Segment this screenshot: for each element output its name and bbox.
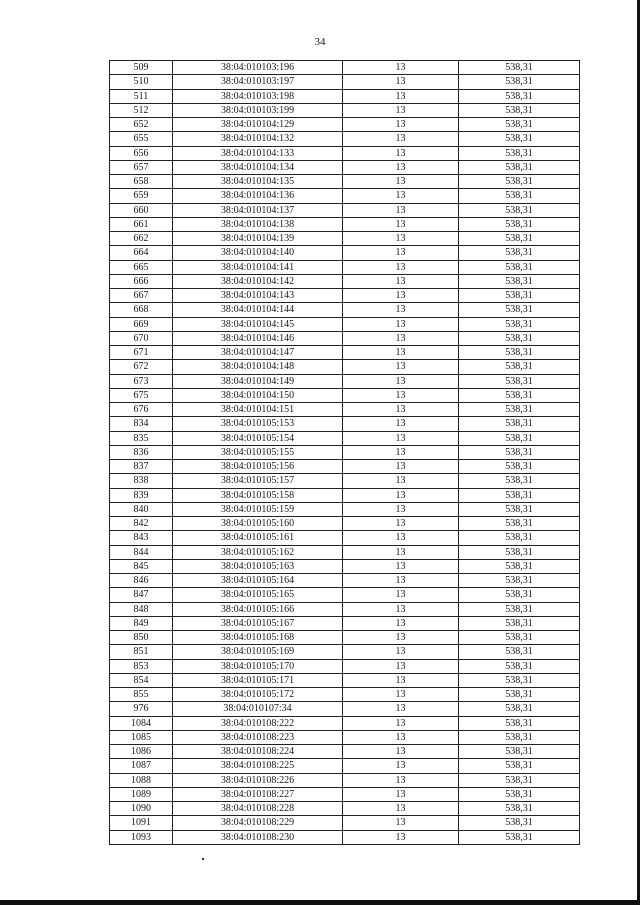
row-number-cell: 662 [110, 232, 173, 246]
table-row [110, 103, 580, 117]
cadastral-number-cell: 38:04:010108:225 [173, 759, 343, 773]
count-cell: 13 [343, 417, 459, 431]
count-cell: 13 [343, 460, 459, 474]
amount-cell: 538,31 [459, 559, 580, 573]
cadastral-number-cell: 38:04:010105:164 [173, 574, 343, 588]
count-cell: 13 [343, 517, 459, 531]
cadastral-number-cell: 38:04:010104:151 [173, 403, 343, 417]
count-cell: 13 [343, 289, 459, 303]
count-cell: 13 [343, 616, 459, 630]
row-number-cell: 1085 [110, 730, 173, 744]
row-number-cell: 664 [110, 246, 173, 260]
amount-cell: 538,31 [459, 203, 580, 217]
amount-cell: 538,31 [459, 787, 580, 801]
row-number-cell: 843 [110, 531, 173, 545]
row-number-cell: 660 [110, 203, 173, 217]
row-number-cell: 511 [110, 89, 173, 103]
row-number-cell: 512 [110, 103, 173, 117]
count-cell: 13 [343, 403, 459, 417]
row-number-cell: 850 [110, 631, 173, 645]
cadastral-number-cell: 38:04:010108:223 [173, 730, 343, 744]
table-row [110, 545, 580, 559]
count-cell: 13 [343, 160, 459, 174]
amount-cell: 538,31 [459, 303, 580, 317]
cadastral-number-cell: 38:04:010108:227 [173, 787, 343, 801]
amount-cell: 538,31 [459, 531, 580, 545]
amount-cell: 538,31 [459, 232, 580, 246]
amount-cell: 538,31 [459, 75, 580, 89]
row-number-cell: 509 [110, 61, 173, 75]
registry-table-body [110, 61, 580, 845]
row-number-cell: 652 [110, 118, 173, 132]
cadastral-number-cell: 38:04:010105:157 [173, 474, 343, 488]
amount-cell: 538,31 [459, 702, 580, 716]
count-cell: 13 [343, 331, 459, 345]
count-cell: 13 [343, 217, 459, 231]
row-number-cell: 1090 [110, 802, 173, 816]
table-row [110, 602, 580, 616]
amount-cell: 538,31 [459, 517, 580, 531]
row-number-cell: 510 [110, 75, 173, 89]
table-row [110, 203, 580, 217]
row-number-cell: 656 [110, 146, 173, 160]
table-row [110, 274, 580, 288]
row-number-cell: 976 [110, 702, 173, 716]
amount-cell: 538,31 [459, 132, 580, 146]
count-cell: 13 [343, 317, 459, 331]
cadastral-number-cell: 38:04:010105:171 [173, 673, 343, 687]
table-row [110, 374, 580, 388]
amount-cell: 538,31 [459, 374, 580, 388]
amount-cell: 538,31 [459, 331, 580, 345]
cadastral-number-cell: 38:04:010104:145 [173, 317, 343, 331]
row-number-cell: 844 [110, 545, 173, 559]
table-row [110, 189, 580, 203]
registry-table [109, 60, 580, 845]
row-number-cell: 667 [110, 289, 173, 303]
row-number-cell: 1084 [110, 716, 173, 730]
row-number-cell: 834 [110, 417, 173, 431]
amount-cell: 538,31 [459, 246, 580, 260]
row-number-cell: 675 [110, 388, 173, 402]
scan-bottom-edge [0, 900, 640, 905]
row-number-cell: 1089 [110, 787, 173, 801]
cadastral-number-cell: 38:04:010103:199 [173, 103, 343, 117]
cadastral-number-cell: 38:04:010104:136 [173, 189, 343, 203]
table-row [110, 631, 580, 645]
amount-cell: 538,31 [459, 260, 580, 274]
cadastral-number-cell: 38:04:010104:141 [173, 260, 343, 274]
cadastral-number-cell: 38:04:010105:159 [173, 502, 343, 516]
cadastral-number-cell: 38:04:010105:161 [173, 531, 343, 545]
count-cell: 13 [343, 673, 459, 687]
cadastral-number-cell: 38:04:010108:226 [173, 773, 343, 787]
amount-cell: 538,31 [459, 574, 580, 588]
count-cell: 13 [343, 559, 459, 573]
table-row [110, 388, 580, 402]
row-number-cell: 661 [110, 217, 173, 231]
amount-cell: 538,31 [459, 474, 580, 488]
row-number-cell: 845 [110, 559, 173, 573]
count-cell: 13 [343, 574, 459, 588]
cadastral-number-cell: 38:04:010107:34 [173, 702, 343, 716]
count-cell: 13 [343, 659, 459, 673]
table-row [110, 175, 580, 189]
cadastral-number-cell: 38:04:010104:147 [173, 346, 343, 360]
count-cell: 13 [343, 89, 459, 103]
count-cell: 13 [343, 759, 459, 773]
table-row [110, 816, 580, 830]
amount-cell: 538,31 [459, 118, 580, 132]
count-cell: 13 [343, 474, 459, 488]
cadastral-number-cell: 38:04:010104:148 [173, 360, 343, 374]
table-row [110, 445, 580, 459]
table-row [110, 346, 580, 360]
cadastral-number-cell: 38:04:010104:129 [173, 118, 343, 132]
count-cell: 13 [343, 374, 459, 388]
table-row [110, 132, 580, 146]
amount-cell: 538,31 [459, 388, 580, 402]
row-number-cell: 670 [110, 331, 173, 345]
row-number-cell: 658 [110, 175, 173, 189]
row-number-cell: 665 [110, 260, 173, 274]
cadastral-number-cell: 38:04:010105:163 [173, 559, 343, 573]
scan-speck [202, 858, 204, 860]
row-number-cell: 672 [110, 360, 173, 374]
count-cell: 13 [343, 645, 459, 659]
count-cell: 13 [343, 388, 459, 402]
amount-cell: 538,31 [459, 289, 580, 303]
amount-cell: 538,31 [459, 802, 580, 816]
count-cell: 13 [343, 773, 459, 787]
row-number-cell: 1086 [110, 745, 173, 759]
count-cell: 13 [343, 246, 459, 260]
amount-cell: 538,31 [459, 103, 580, 117]
count-cell: 13 [343, 118, 459, 132]
table-row [110, 730, 580, 744]
count-cell: 13 [343, 346, 459, 360]
cadastral-number-cell: 38:04:010104:135 [173, 175, 343, 189]
table-row [110, 317, 580, 331]
table-row [110, 217, 580, 231]
amount-cell: 538,31 [459, 688, 580, 702]
row-number-cell: 657 [110, 160, 173, 174]
row-number-cell: 655 [110, 132, 173, 146]
cadastral-number-cell: 38:04:010104:140 [173, 246, 343, 260]
count-cell: 13 [343, 502, 459, 516]
cadastral-number-cell: 38:04:010104:146 [173, 331, 343, 345]
cadastral-number-cell: 38:04:010104:144 [173, 303, 343, 317]
table-row [110, 474, 580, 488]
cadastral-number-cell: 38:04:010104:137 [173, 203, 343, 217]
cadastral-number-cell: 38:04:010104:143 [173, 289, 343, 303]
row-number-cell: 676 [110, 403, 173, 417]
amount-cell: 538,31 [459, 616, 580, 630]
amount-cell: 538,31 [459, 146, 580, 160]
amount-cell: 538,31 [459, 417, 580, 431]
row-number-cell: 854 [110, 673, 173, 687]
row-number-cell: 835 [110, 431, 173, 445]
row-number-cell: 855 [110, 688, 173, 702]
table-row [110, 61, 580, 75]
amount-cell: 538,31 [459, 588, 580, 602]
table-row [110, 802, 580, 816]
amount-cell: 538,31 [459, 488, 580, 502]
cadastral-number-cell: 38:04:010103:196 [173, 61, 343, 75]
table-row [110, 531, 580, 545]
count-cell: 13 [343, 61, 459, 75]
table-row [110, 645, 580, 659]
count-cell: 13 [343, 445, 459, 459]
count-cell: 13 [343, 360, 459, 374]
cadastral-number-cell: 38:04:010108:222 [173, 716, 343, 730]
table-row [110, 759, 580, 773]
table-row [110, 588, 580, 602]
cadastral-number-cell: 38:04:010108:228 [173, 802, 343, 816]
count-cell: 13 [343, 702, 459, 716]
page-number: 34 [314, 36, 326, 48]
count-cell: 13 [343, 488, 459, 502]
cadastral-number-cell: 38:04:010104:150 [173, 388, 343, 402]
table-row [110, 787, 580, 801]
amount-cell: 538,31 [459, 745, 580, 759]
amount-cell: 538,31 [459, 502, 580, 516]
row-number-cell: 838 [110, 474, 173, 488]
cadastral-number-cell: 38:04:010105:168 [173, 631, 343, 645]
cadastral-number-cell: 38:04:010105:167 [173, 616, 343, 630]
row-number-cell: 837 [110, 460, 173, 474]
cadastral-number-cell: 38:04:010105:166 [173, 602, 343, 616]
cadastral-number-cell: 38:04:010104:138 [173, 217, 343, 231]
row-number-cell: 851 [110, 645, 173, 659]
count-cell: 13 [343, 716, 459, 730]
row-number-cell: 842 [110, 517, 173, 531]
row-number-cell: 846 [110, 574, 173, 588]
table-row [110, 830, 580, 844]
amount-cell: 538,31 [459, 673, 580, 687]
row-number-cell: 848 [110, 602, 173, 616]
table-row [110, 574, 580, 588]
table-row [110, 75, 580, 89]
cadastral-number-cell: 38:04:010105:170 [173, 659, 343, 673]
amount-cell: 538,31 [459, 189, 580, 203]
cadastral-number-cell: 38:04:010104:132 [173, 132, 343, 146]
cadastral-number-cell: 38:04:010105:158 [173, 488, 343, 502]
amount-cell: 538,31 [459, 274, 580, 288]
amount-cell: 538,31 [459, 403, 580, 417]
amount-cell: 538,31 [459, 217, 580, 231]
table-row [110, 403, 580, 417]
table-row [110, 673, 580, 687]
cadastral-number-cell: 38:04:010104:133 [173, 146, 343, 160]
row-number-cell: 853 [110, 659, 173, 673]
cadastral-number-cell: 38:04:010105:172 [173, 688, 343, 702]
count-cell: 13 [343, 830, 459, 844]
table-row [110, 659, 580, 673]
amount-cell: 538,31 [459, 659, 580, 673]
amount-cell: 538,31 [459, 160, 580, 174]
count-cell: 13 [343, 745, 459, 759]
amount-cell: 538,31 [459, 816, 580, 830]
row-number-cell: 669 [110, 317, 173, 331]
row-number-cell: 1087 [110, 759, 173, 773]
row-number-cell: 849 [110, 616, 173, 630]
amount-cell: 538,31 [459, 175, 580, 189]
table-row [110, 146, 580, 160]
cadastral-number-cell: 38:04:010104:142 [173, 274, 343, 288]
row-number-cell: 1093 [110, 830, 173, 844]
count-cell: 13 [343, 274, 459, 288]
count-cell: 13 [343, 588, 459, 602]
amount-cell: 538,31 [459, 830, 580, 844]
amount-cell: 538,31 [459, 759, 580, 773]
table-row [110, 460, 580, 474]
amount-cell: 538,31 [459, 631, 580, 645]
row-number-cell: 1091 [110, 816, 173, 830]
table-row [110, 360, 580, 374]
row-number-cell: 840 [110, 502, 173, 516]
amount-cell: 538,31 [459, 346, 580, 360]
table-row [110, 289, 580, 303]
amount-cell: 538,31 [459, 89, 580, 103]
row-number-cell: 836 [110, 445, 173, 459]
table-row [110, 160, 580, 174]
cadastral-number-cell: 38:04:010105:169 [173, 645, 343, 659]
count-cell: 13 [343, 232, 459, 246]
amount-cell: 538,31 [459, 545, 580, 559]
count-cell: 13 [343, 103, 459, 117]
count-cell: 13 [343, 260, 459, 274]
count-cell: 13 [343, 175, 459, 189]
count-cell: 13 [343, 602, 459, 616]
count-cell: 13 [343, 75, 459, 89]
row-number-cell: 666 [110, 274, 173, 288]
count-cell: 13 [343, 730, 459, 744]
cadastral-number-cell: 38:04:010105:155 [173, 445, 343, 459]
count-cell: 13 [343, 545, 459, 559]
row-number-cell: 673 [110, 374, 173, 388]
amount-cell: 538,31 [459, 460, 580, 474]
row-number-cell: 847 [110, 588, 173, 602]
row-number-cell: 1088 [110, 773, 173, 787]
table-row [110, 559, 580, 573]
table-row [110, 488, 580, 502]
cadastral-number-cell: 38:04:010103:198 [173, 89, 343, 103]
table-row [110, 331, 580, 345]
count-cell: 13 [343, 802, 459, 816]
table-row [110, 745, 580, 759]
table-row [110, 303, 580, 317]
table-row [110, 773, 580, 787]
amount-cell: 538,31 [459, 445, 580, 459]
amount-cell: 538,31 [459, 360, 580, 374]
row-number-cell: 668 [110, 303, 173, 317]
table-row [110, 716, 580, 730]
cadastral-number-cell: 38:04:010108:230 [173, 830, 343, 844]
count-cell: 13 [343, 189, 459, 203]
amount-cell: 538,31 [459, 716, 580, 730]
amount-cell: 538,31 [459, 431, 580, 445]
table-row [110, 89, 580, 103]
table-row [110, 431, 580, 445]
table-row [110, 246, 580, 260]
table-row [110, 502, 580, 516]
table-row [110, 232, 580, 246]
cadastral-number-cell: 38:04:010105:165 [173, 588, 343, 602]
cadastral-number-cell: 38:04:010104:149 [173, 374, 343, 388]
cadastral-number-cell: 38:04:010104:139 [173, 232, 343, 246]
count-cell: 13 [343, 132, 459, 146]
count-cell: 13 [343, 816, 459, 830]
row-number-cell: 671 [110, 346, 173, 360]
amount-cell: 538,31 [459, 730, 580, 744]
amount-cell: 538,31 [459, 773, 580, 787]
cadastral-number-cell: 38:04:010105:162 [173, 545, 343, 559]
row-number-cell: 839 [110, 488, 173, 502]
count-cell: 13 [343, 531, 459, 545]
count-cell: 13 [343, 203, 459, 217]
row-number-cell: 659 [110, 189, 173, 203]
table-row [110, 417, 580, 431]
amount-cell: 538,31 [459, 602, 580, 616]
cadastral-number-cell: 38:04:010108:229 [173, 816, 343, 830]
amount-cell: 538,31 [459, 61, 580, 75]
amount-cell: 538,31 [459, 317, 580, 331]
cadastral-number-cell: 38:04:010105:154 [173, 431, 343, 445]
count-cell: 13 [343, 787, 459, 801]
cadastral-number-cell: 38:04:010105:156 [173, 460, 343, 474]
count-cell: 13 [343, 688, 459, 702]
cadastral-number-cell: 38:04:010103:197 [173, 75, 343, 89]
cadastral-number-cell: 38:04:010108:224 [173, 745, 343, 759]
table-row [110, 616, 580, 630]
table-row [110, 688, 580, 702]
count-cell: 13 [343, 431, 459, 445]
cadastral-number-cell: 38:04:010105:153 [173, 417, 343, 431]
cadastral-number-cell: 38:04:010105:160 [173, 517, 343, 531]
table-row [110, 260, 580, 274]
table-row [110, 118, 580, 132]
table-row [110, 702, 580, 716]
count-cell: 13 [343, 631, 459, 645]
amount-cell: 538,31 [459, 645, 580, 659]
table-row [110, 517, 580, 531]
count-cell: 13 [343, 303, 459, 317]
count-cell: 13 [343, 146, 459, 160]
cadastral-number-cell: 38:04:010104:134 [173, 160, 343, 174]
